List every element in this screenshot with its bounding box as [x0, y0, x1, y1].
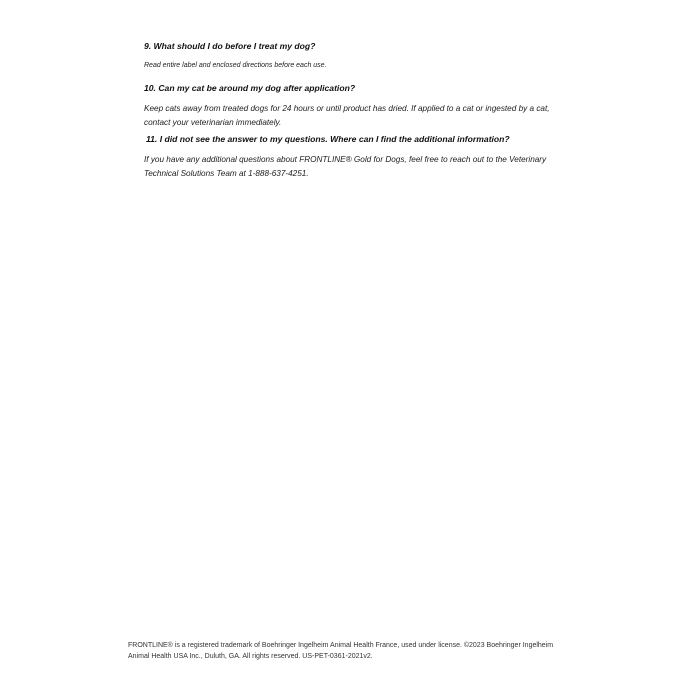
- faq-item-9: [144, 41, 564, 71]
- faq-section: [144, 38, 564, 180]
- faq-question-10: 10. Can my cat be around my dog after application?: [144, 83, 356, 93]
- faq-item-11: [144, 134, 564, 180]
- faq-question-9: 9. What should I do before I treat my dog?: [144, 41, 316, 51]
- legal-footer: FRONTLINE® is a registered trademark of Boehringer Ingelheim Animal Health France, used under license. ©2023 Boehringer Ingelheim Animal Health USA Inc., Duluth, GA. All rights reserved. US-PET-0361-2021v2.: [128, 642, 554, 660]
- faq-answer-9: Read entire label and enclosed directions before each use.: [144, 62, 327, 69]
- faq-item-10: [144, 83, 564, 129]
- faq-answer-11: If you have any additional questions about FRONTLINE® Gold for Dogs, feel free to reach out to the Veterinary Technical Solutions Team at 1-888-637-4251.: [144, 155, 547, 178]
- faq-answer-10: Keep cats away from treated dogs for 24 hours or until product has dried. If applied to a cat or ingested by a cat, contact your veterinarian immediately.: [144, 104, 550, 127]
- faq-question-11: 11. I did not see the answer to my questions. Where can I find the additional information?: [146, 134, 510, 144]
